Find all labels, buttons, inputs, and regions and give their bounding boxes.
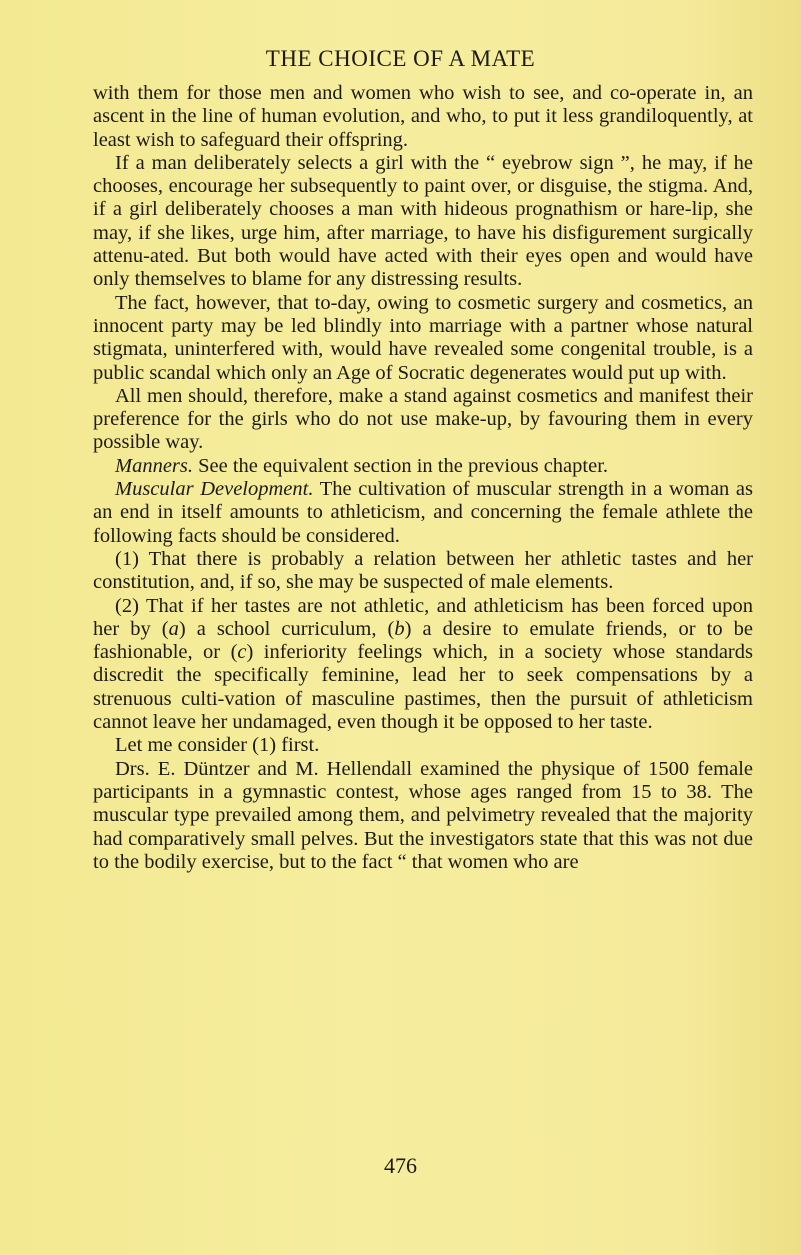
manners-heading: Manners. (115, 454, 194, 477)
page-number: 476 (384, 1153, 417, 1178)
point-two-part3: ) a desire to emulate friends, or to be fashionable, or ( (93, 617, 753, 664)
paragraph-point-two (93, 595, 753, 735)
body-text (93, 82, 753, 874)
point-two-part1: (2) That if her tastes are not athletic, and athleticism has been forced upon her by ( (93, 594, 753, 640)
paragraph-consider: Let me consider (1) first. (115, 734, 320, 757)
paragraph-eyebrow-sign: If a man deliberately selects a girl with the “ eyebrow sign ”, he may, if he chooses, encourage her subsequently to paint over, or disguise, the stigma. And, if a girl deliberately chooses a man with hideous prognathism or hare-lip, she may, if she likes, urge him, after marriage, to have his disfigurement surgically attenu-ated. But both would have acted with their eyes open and would have only themselves to blame for any distressing results. (93, 151, 753, 291)
running-head: THE CHOICE OF A MATE (265, 46, 536, 71)
point-two-part2: ) a school curriculum, ( (178, 617, 395, 640)
paragraph-offspring: with them for those men and women who wish to see, and co-operate in, an ascent in the line of human evolution, and who, to put it less grandiloquently, at least wish to safeguard their offspring. (93, 82, 753, 151)
paragraph-cosmetic-surgery: The fact, however, that to-day, owing to cosmetic surgery and cosmetics, an innocent party may be led blindly into marriage with a partner whose natural stigmata, uninterfered with, would have revealed some congenital trouble, is a public scandal which only an Age of Socratic degenerates would put up with. (93, 291, 753, 384)
paragraph-manners (93, 455, 753, 478)
muscular-heading: Muscular Development. (115, 478, 314, 501)
paragraph-muscular-development (93, 478, 753, 548)
point-two-a: a (168, 617, 179, 640)
point-two-b: b (394, 617, 405, 640)
paragraph-stand-against-cosmetics: All men should, therefore, make a stand against cosmetics and manifest their preference for the girls who do not use make-up, by favouring them in every possible way. (93, 384, 753, 454)
muscular-text: The cultivation of muscular strength in a woman as an end in itself amounts to athleticism, and concerning the female athlete the following facts should be considered. (93, 478, 753, 547)
point-two-part4: ) inferiority feelings which, in a society whose standards discredit the specifically feminine, lead her to seek compensations by a strenuous culti-vation of masculine pastimes, then the pursuit of athleticism cannot leave her undamaged, even though it be opposed to her taste. (93, 641, 753, 734)
point-two-c: c (237, 641, 247, 664)
manners-text: See the equivalent section in the previous chapter. (193, 454, 609, 477)
paragraph-point-one: (1) That there is probably a relation between her athletic tastes and her constitution, and, if so, she may be suspected of male elements. (93, 547, 753, 594)
paragraph-duntzer-hellendall: Drs. E. Düntzer and M. Hellendall examined the physique of 1500 female participants in a gymnastic contest, whose ages ranged from 15 to 38. The muscular type prevailed among them, and pelvimetry revealed that the majority had comparatively small pelves. But the investigators state that this was not due to the bodily exercise, but to the fact “ that women who are (93, 757, 753, 873)
